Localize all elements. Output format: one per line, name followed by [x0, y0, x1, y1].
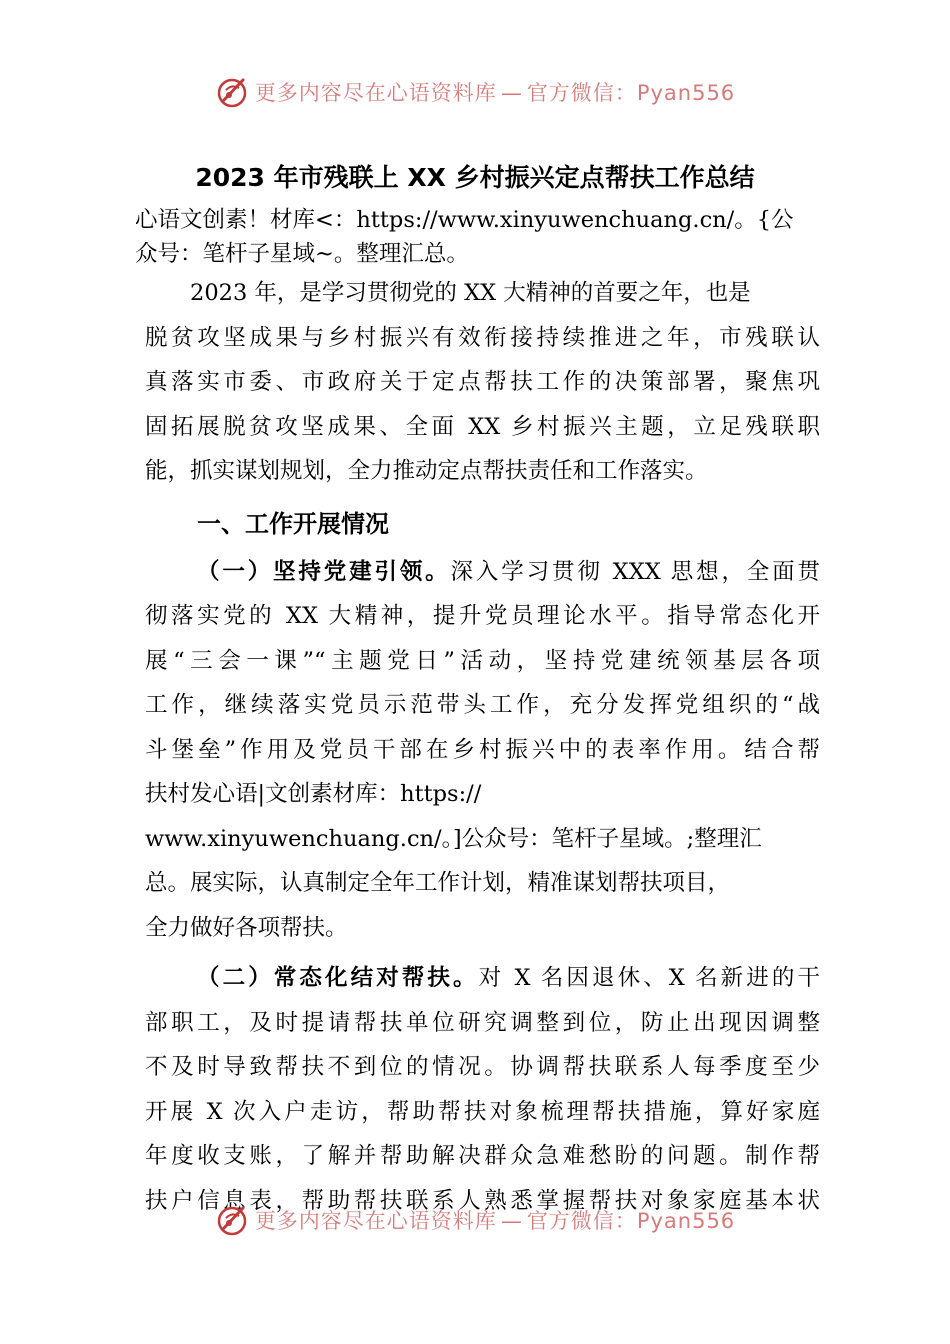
para1-line: 斗堡垒”作用及党员干部在乡村振兴中的表率作用。结合帮	[145, 736, 820, 763]
section-heading: 一、工作开展情况	[197, 509, 389, 538]
wechat-id: Pyan556	[636, 1209, 736, 1233]
header-banner	[0, 70, 950, 114]
intro-line: 脱贫攻坚成果与乡村振兴有效衔接持续推进之年，市残联认	[145, 324, 820, 351]
para1-line: 工作，继续落实党员示范带头工作，充分发挥党组织的“战	[145, 692, 820, 718]
intro-line: 真落实市委、市政府关于定点帮扶工作的决策部署，聚焦巩	[145, 369, 820, 395]
para1-line: 扶村发心语|文创素材库：https://	[145, 781, 482, 807]
para1-line: 彻落实党的 XX 大精神，提升党员理论水平。指导常态化开	[145, 603, 820, 629]
para1-line: 总。展实际，认真制定全年工作计划，精准谋划帮扶项目，	[145, 870, 731, 896]
para2-first-line: （二）常态化结对帮扶。对 X 名因退休、X 名新进的干	[197, 965, 820, 991]
banner-text: 更多内容尽在心语资料库 — 官方微信：Pyan556	[254, 1209, 736, 1233]
para2-line: 开展 X 次入户走访，帮助帮扶对象梳理帮扶措施，算好家庭	[145, 1098, 820, 1125]
para1-line: 展“三会一课”“主题党日”活动，坚持党建统领基层各项	[145, 647, 820, 674]
para2-line: 不及时导致帮扶不到位的情况。协调帮扶联系人每季度至少	[145, 1054, 820, 1080]
para2-line: 年度收支账，了解并帮助解决群众急难愁盼的问题。制作帮	[145, 1143, 820, 1169]
source-line-2: 众号：笔杆子星域~。整理汇总。	[135, 241, 469, 267]
footer-banner	[0, 1198, 950, 1242]
para2-line: 部职工，及时提请帮扶单位研究调整到位，防止出现因调整	[145, 1009, 820, 1036]
document-title: 2023 年市残联上 XX 乡村振兴定点帮扶工作总结	[195, 163, 755, 192]
banner-text: 更多内容尽在心语资料库 — 官方微信：Pyan556	[254, 81, 736, 105]
intro-line: 2023 年，是学习贯彻党的 XX 大精神的首要之年，也是	[145, 280, 751, 306]
wechat-id: Pyan556	[636, 81, 736, 105]
para1-line: www.xinyuwenchuang.cn/。]公众号：笔杆子星域。;整理汇	[145, 825, 762, 852]
para1-first-line: （一）坚持党建引领。深入学习贯彻 XXX 思想，全面贯	[197, 558, 820, 585]
para2-line: 扶户信息表，帮助帮扶联系人熟悉掌握帮扶对象家庭基本状	[145, 1187, 820, 1214]
para2-lead: （二）常态化结对帮扶。	[197, 965, 479, 991]
document-body	[135, 203, 820, 1223]
para1-line: 全力做好各项帮扶。	[145, 914, 348, 941]
brush-logo-icon	[215, 1202, 251, 1238]
intro-line: 固拓展脱贫攻坚成果、全面 XX 乡村振兴主题，立足残联职	[145, 413, 820, 440]
intro-line: 能，抓实谋划规划，全力推动定点帮扶责任和工作落实。	[145, 458, 708, 484]
brush-logo-icon	[215, 74, 251, 110]
source-line-1: 心语文创素！材库<：https://www.xinyuwenchuang.cn/。{公	[135, 207, 794, 233]
para1-lead: （一）坚持党建引领。	[197, 558, 451, 585]
